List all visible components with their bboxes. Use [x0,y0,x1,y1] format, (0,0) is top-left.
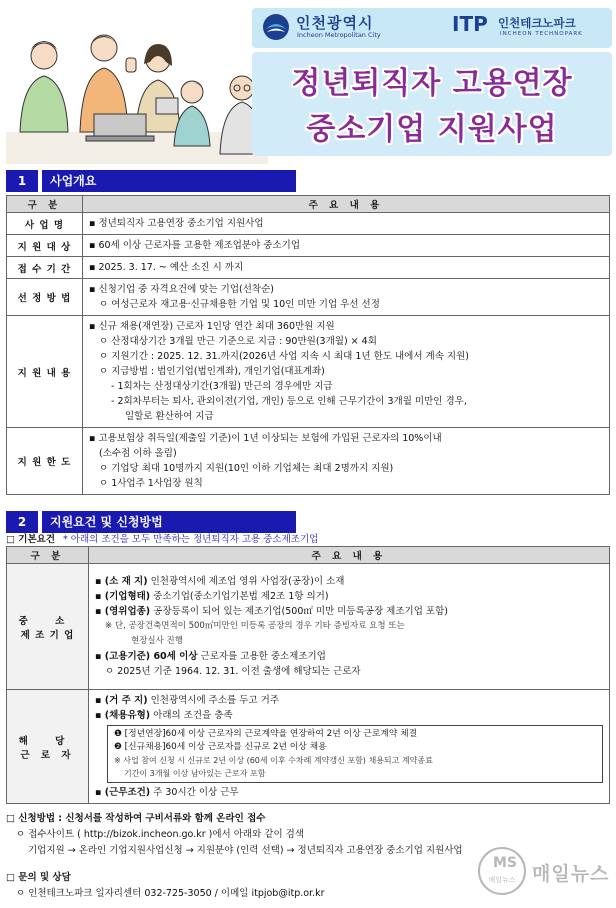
itp-logo-eng: INCHEON TECHNOPARK [500,31,583,37]
watermark-text: 매일뉴스 [532,863,610,885]
row-line: ㅇ 지원기간 : 2025. 12. 31.까지(2026년 사업 지속 시 최대 1년 한도 내에서 계속 지원) [99,351,469,362]
table-header-content: 주 요 내 용 [89,547,610,564]
row-key: 선 정 방 법 [7,279,83,316]
row-line: ㅇ 지급방법 : 법인기업(법인계좌), 개인기업(대표계좌) [99,366,325,377]
item-tag: ▪ (고용기준) 60세 이상 [95,651,198,662]
condition-line: ❶ [정년연장]60세 이상 근로자의 근로계약을 연장하여 2년 이상 근로계약 체결 [114,729,418,739]
section-number: 2 [6,511,38,533]
item-text: 주 30시간 이상 근무 [150,787,239,798]
table-row [7,235,610,257]
row-value [83,279,610,316]
itp-logo-name: 인천테크노파크 [498,16,576,30]
row-line: ▪ 정년퇴직자 고용연장 중소기업 지원사업 [89,218,264,229]
row-line: ▪ 신청기업 중 자격요건에 맞는 기업(선착순) [89,284,274,295]
item-tag: ▪ (거 주 지) [95,695,148,706]
table-row [7,213,610,235]
condition-note: 기간이 3개월 이상 남아있는 근로자 포함 [124,769,266,778]
business-people-illustration [6,14,268,164]
hiring-conditions-box [107,725,603,783]
row-key: 지 원 내 용 [7,316,83,428]
sub-label: □ 기본요건 [6,534,55,545]
row-line [95,785,603,800]
contact-line: ㅇ 인천테크노파크 일자리센터 032-725-3050 / 이메일 itpjob@itp.or.kr [16,888,325,899]
row-line: ㅇ 2025년 기준 1964. 12. 31. 이전 출생에 해당되는 근로자 [105,666,361,677]
application-method [6,811,463,859]
section-2-header [6,511,296,533]
row-value [83,257,610,279]
table-header-row [7,196,610,213]
item-tag: ▪ (소 재 지) [95,576,148,587]
table-row [7,428,610,495]
section-title: 지원요건 및 신청방법 [42,511,296,533]
row-line: - 1회차는 산정대상기간(3개월) 만근의 경우에만 지급 [111,381,333,392]
table-header-category: 구 분 [7,196,83,213]
section-title: 사업개요 [42,170,296,192]
item-text: 아래의 조건을 충족 [150,710,233,721]
watermark-mark: MS [493,855,518,871]
table-header-row [7,547,610,564]
page-title-line2: 중소기업 지원사업 [306,112,558,147]
item-tag: ▪ (근무조건) [95,787,151,798]
item-tag: ▪ (영위업종) [95,606,151,617]
condition-note: ※ 사업 참여 신청 시 신규로 2년 이상 (60세 이후 수차례 계약갱신 포함) 채용되고 계약종료 [114,756,433,765]
basic-requirements-label [6,531,318,545]
row-line [95,574,603,589]
row-line: ㅇ 여성근로자 재고용·신규채용한 기업 및 10인 미만 기업 우선 선정 [99,299,380,310]
row-line: ▪ 60세 이상 근로자를 고용한 제조업분야 중소기업 [89,240,301,251]
row-key: 지 원 대 상 [7,235,83,257]
banner [0,0,616,166]
contact-heading: □ 문의 및 상담 [6,872,71,883]
row-value [83,235,610,257]
item-tag: ▪ (채용유형) [95,710,151,721]
section-number: 1 [6,170,38,192]
row-line: ▪ 2025. 3. 17. ~ 예산 소진 시 까지 [89,262,244,273]
row-value [83,316,610,428]
row-key-company [7,564,89,690]
incheon-city-logo-text: 인천광역시 [296,14,374,32]
row-key-line: 제 조 기 업 [20,629,75,641]
item-text: 공장등록이 되어 있는 제조기업(500㎡ 미만 미등록공장 제조기업 포함) [150,606,448,617]
row-line [95,649,603,664]
row-value [89,564,610,690]
table-header-category: 구 분 [7,547,89,564]
row-line: - 2회차부터는 퇴사, 관외이전(기업, 개인) 등으로 인해 근무기간이 3개월 미만인 경우, [111,396,467,407]
watermark-logo-icon [478,847,526,895]
note-line: 현장실사 진행 [131,636,183,646]
item-text: 중소기업(중소기업기본법 제2조 1항 의거) [150,591,329,602]
row-line: ㅇ 산정대상기간 3개월 만근 기준으로 지급 : 90만원(3개월) × 4회 [99,336,377,347]
table-row [7,316,610,428]
row-key: 지 원 한 도 [7,428,83,495]
item-text: 인천광역시에 주소를 두고 거주 [147,695,279,706]
row-value [83,213,610,235]
row-line: ▪ 고용보험상 취득일(제출일 기준)이 1년 이상되는 보험에 가입된 근로자의 10%이내 [89,433,442,444]
requirements-table [6,546,610,804]
incheon-city-logo-eng: Incheon Metropolitan City [297,31,381,39]
row-line [95,589,603,604]
contact-info [6,870,325,902]
item-text: 인천광역시에 제조업 영위 사업장(공장)이 소재 [147,576,345,587]
application-site-line: ㅇ 접수사이트 ( http://bizok.incheon.go.kr )에서 아래와 같이 검색 [16,829,305,840]
row-line: ▪ 신규 채용(재연장) 근로자 1인당 연간 최대 360만원 지원 [89,321,335,332]
overview-table [6,195,610,495]
row-line: (소수점 이하 올림) [99,448,177,459]
news-watermark [478,847,610,899]
watermark-small-text: 매일뉴스 [488,876,516,884]
row-line [95,604,603,619]
row-key-worker [7,690,89,804]
row-key-line: 중 소 [18,615,77,627]
row-value [89,690,610,804]
row-line [95,693,603,708]
table-row [7,564,610,690]
row-key-line: 근 로 자 [20,749,75,761]
itp-logo-mark: ITP [452,12,488,36]
table-row [7,690,610,804]
section-1-header [6,170,296,192]
row-line: 일할로 환산하여 지급 [125,411,214,422]
table-row [7,257,610,279]
incheon-city-logo-icon [262,13,290,41]
table-row [7,279,610,316]
application-heading: □ 신청방법 : 신청서를 작성하여 구비서류와 함께 온라인 접수 [6,813,266,824]
table-header-content: 주 요 내 용 [83,196,610,213]
row-line [95,708,603,723]
application-path-line: 기업지원 → 온라인 기업지원사업신청 → 지원분야 (인력 선택) → 정년퇴직자 고용연장 중소기업 지원사업 [28,845,463,856]
row-key-line: 해 당 [18,735,77,747]
note-line: ※ 단, 공장건축면적이 500㎡미만인 미등록 공장의 경우 기타 증빙자료 요청 또는 [105,621,405,631]
row-value [83,428,610,495]
row-key: 접 수 기 간 [7,257,83,279]
item-tag: ▪ (기업형태) [95,591,151,602]
row-line: ㅇ 1사업주 1사업장 원칙 [99,478,203,489]
condition-line: ❷ [신규채용]60세 이상 근로자를 신규로 2년 이상 채용 [114,742,327,752]
row-key: 사 업 명 [7,213,83,235]
item-text: 근로자를 고용한 중소제조기업 [197,651,326,662]
page-title-line1: 정년퇴직자 고용연장 [291,66,573,101]
row-line: ㅇ 기업당 최대 10명까지 지원(10인 이하 기업체는 최대 2명까지 지원) [99,463,394,474]
sub-note: * 아래의 조건을 모두 만족하는 정년퇴직자 고용 중소제조기업 [63,534,319,545]
